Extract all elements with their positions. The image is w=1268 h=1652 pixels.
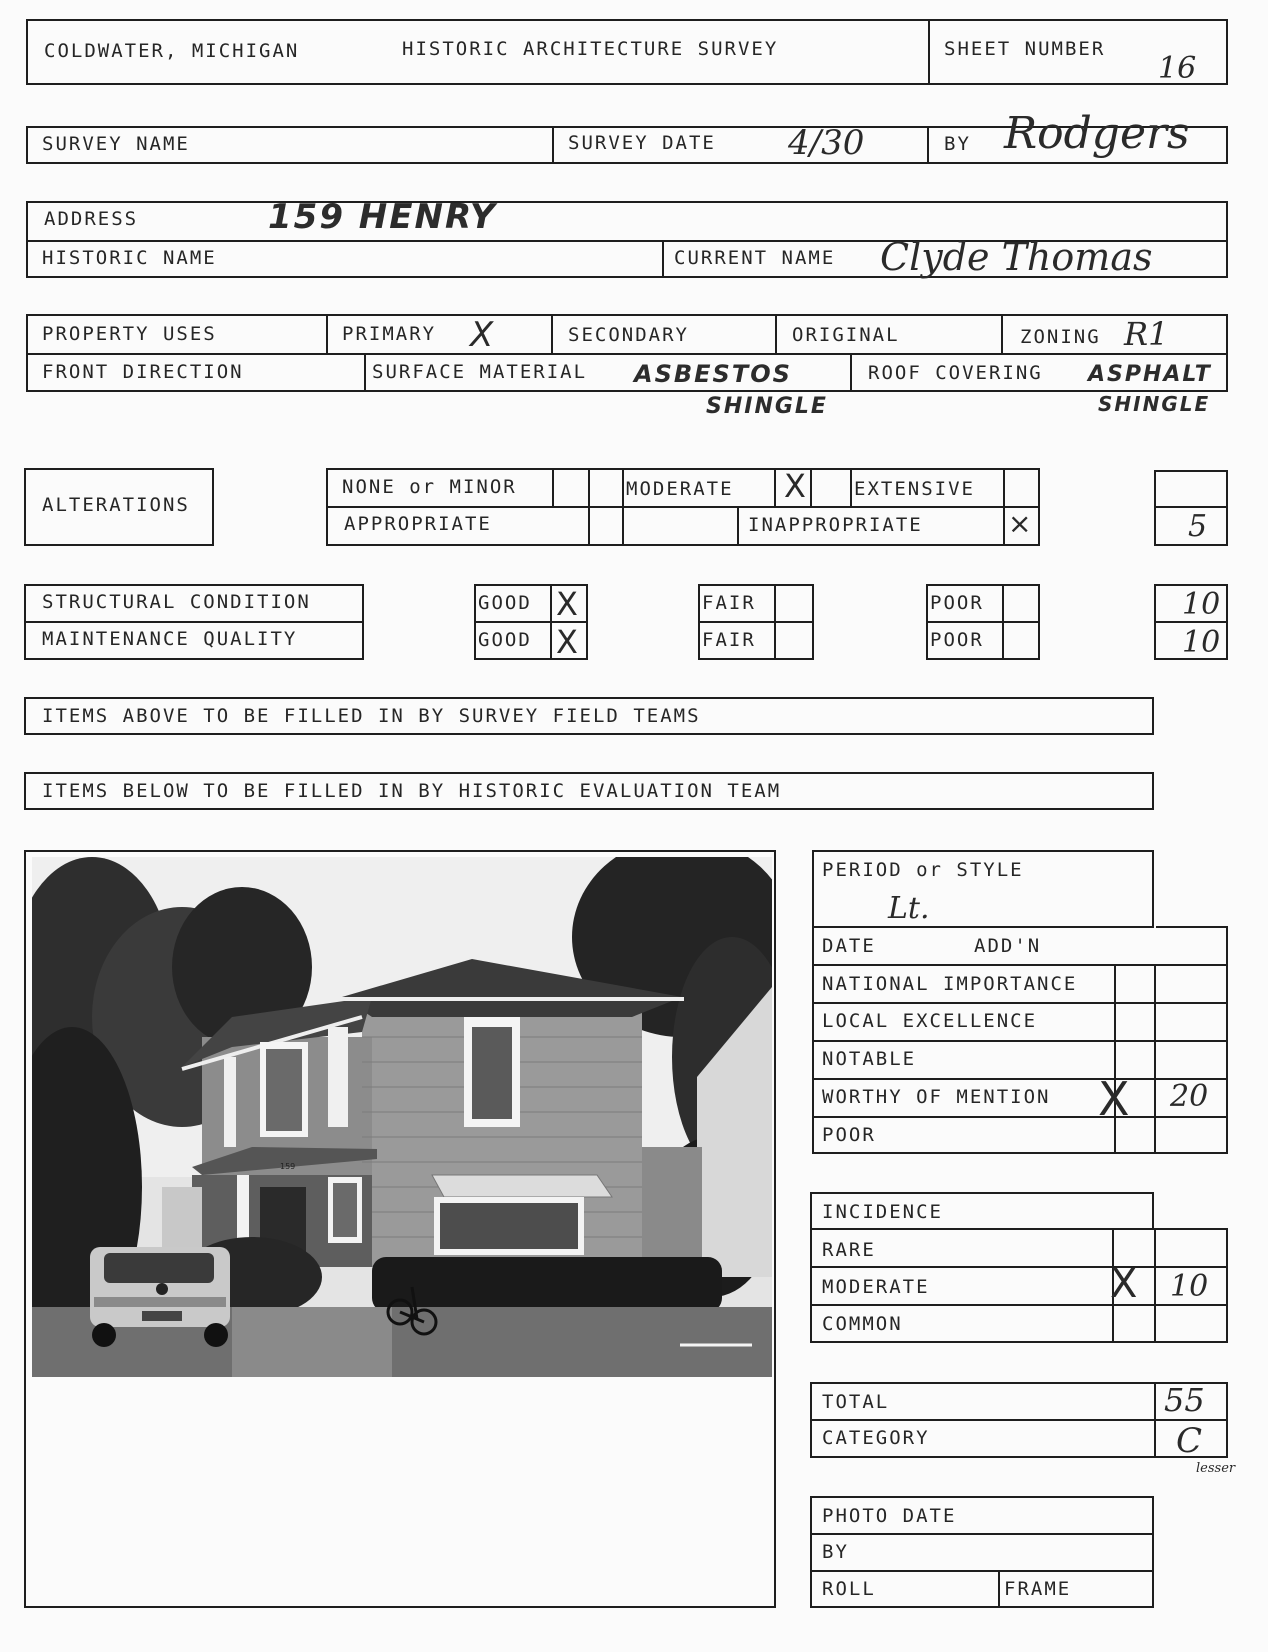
moderate-mark: X — [784, 467, 806, 505]
survey-date-value: 4/30 — [788, 123, 865, 163]
national-importance-label: NATIONAL IMPORTANCE — [822, 973, 1078, 995]
photo-date-label: PHOTO DATE — [822, 1505, 957, 1527]
structural-score: 10 — [1182, 587, 1221, 622]
roof-covering-line1: ASPHALT — [1088, 362, 1212, 387]
city-label: COLDWATER, MICHIGAN — [44, 40, 300, 62]
roof-covering-line2: SHINGLE — [1098, 392, 1211, 416]
address-value: 159 HENRY — [268, 197, 497, 237]
survey-date-label: SURVEY DATE — [568, 132, 716, 154]
items-above-note: ITEMS ABOVE TO BE FILLED IN BY SURVEY FIELD TEAMS — [42, 705, 701, 727]
secondary-label: SECONDARY — [568, 324, 689, 346]
rare-label: RARE — [822, 1239, 876, 1261]
addn-label: ADD'N — [974, 935, 1042, 957]
date-label: DATE — [822, 935, 876, 957]
maintenance-good-label: GOOD — [478, 629, 532, 651]
extensive-label: EXTENSIVE — [854, 478, 975, 500]
house-number: 159 — [280, 1162, 296, 1171]
notable-label: NOTABLE — [822, 1048, 917, 1070]
front-direction-label: FRONT DIRECTION — [42, 361, 244, 383]
survey-by-label: BY — [944, 133, 971, 155]
surface-material-line2: SHINGLE — [706, 394, 828, 419]
maintenance-score: 10 — [1182, 625, 1221, 660]
zoning-label: ZONING — [1020, 326, 1101, 348]
roll-label: ROLL — [822, 1578, 876, 1600]
house-photograph — [32, 857, 772, 1377]
structural-fair-label: FAIR — [702, 592, 756, 614]
worthy-of-mention-label: WORTHY OF MENTION — [822, 1086, 1051, 1108]
sheet-number-value: 16 — [1158, 51, 1197, 86]
frame-label: FRAME — [1004, 1578, 1072, 1600]
survey-name-label: SURVEY NAME — [42, 133, 190, 155]
none-minor-label: NONE or MINOR — [342, 476, 517, 498]
photo-by-label: BY — [822, 1541, 849, 1563]
total-label: TOTAL — [822, 1391, 890, 1413]
incidence-label: INCIDENCE — [822, 1201, 943, 1223]
current-name-value: Clyde Thomas — [880, 235, 1153, 279]
sheet-number-label: SHEET NUMBER — [944, 38, 1106, 60]
local-excellence-label: LOCAL EXCELLENCE — [822, 1010, 1038, 1032]
period-value: Lt. — [888, 891, 930, 926]
property-uses-label: PROPERTY USES — [42, 323, 217, 345]
period-label: PERIOD or STYLE — [822, 859, 1024, 881]
worthy-mark: X — [1098, 1072, 1130, 1126]
surface-material-label: SURFACE MATERIAL — [372, 361, 588, 383]
zoning-value: R1 — [1124, 315, 1169, 353]
inappropriate-mark: × — [1008, 507, 1032, 540]
maintenance-good-mark: X — [556, 623, 578, 661]
category-note: lesser — [1196, 1461, 1236, 1476]
poor-eval-label: POOR — [822, 1124, 876, 1146]
total-value: 55 — [1164, 1381, 1205, 1419]
category-label: CATEGORY — [822, 1427, 930, 1449]
maintenance-quality-label: MAINTENANCE QUALITY — [42, 628, 298, 650]
surface-material-line1: ASBESTOS — [634, 360, 792, 388]
structural-good-label: GOOD — [478, 592, 532, 614]
category-value: C — [1176, 1421, 1203, 1461]
survey-title: HISTORIC ARCHITECTURE SURVEY — [402, 38, 779, 60]
survey-by-value: Rodgers — [1004, 108, 1190, 159]
original-label: ORIGINAL — [792, 324, 900, 346]
common-label: COMMON — [822, 1313, 903, 1335]
maintenance-poor-label: POOR — [930, 629, 984, 651]
structural-poor-label: POOR — [930, 592, 984, 614]
primary-label: PRIMARY — [342, 323, 437, 345]
worthy-score: 20 — [1170, 1079, 1209, 1114]
historic-name-label: HISTORIC NAME — [42, 247, 217, 269]
roof-covering-label: ROOF COVERING — [868, 362, 1043, 384]
alterations-label: ALTERATIONS — [42, 494, 190, 516]
incidence-moderate-label: MODERATE — [822, 1276, 930, 1298]
appropriate-label: APPROPRIATE — [344, 513, 492, 535]
alterations-score: 5 — [1188, 509, 1208, 544]
structural-good-mark: X — [556, 585, 578, 623]
current-name-label: CURRENT NAME — [674, 247, 836, 269]
moderate-label: MODERATE — [626, 478, 734, 500]
address-label: ADDRESS — [44, 208, 139, 230]
primary-mark: X — [470, 315, 494, 355]
structural-condition-label: STRUCTURAL CONDITION — [42, 591, 311, 613]
incidence-moderate-mark: X — [1110, 1261, 1138, 1307]
maintenance-fair-label: FAIR — [702, 629, 756, 651]
inappropriate-label: INAPPROPRIATE — [748, 514, 923, 536]
items-below-note: ITEMS BELOW TO BE FILLED IN BY HISTORIC EVALUATION TEAM — [42, 780, 782, 802]
incidence-moderate-score: 10 — [1170, 1269, 1209, 1304]
